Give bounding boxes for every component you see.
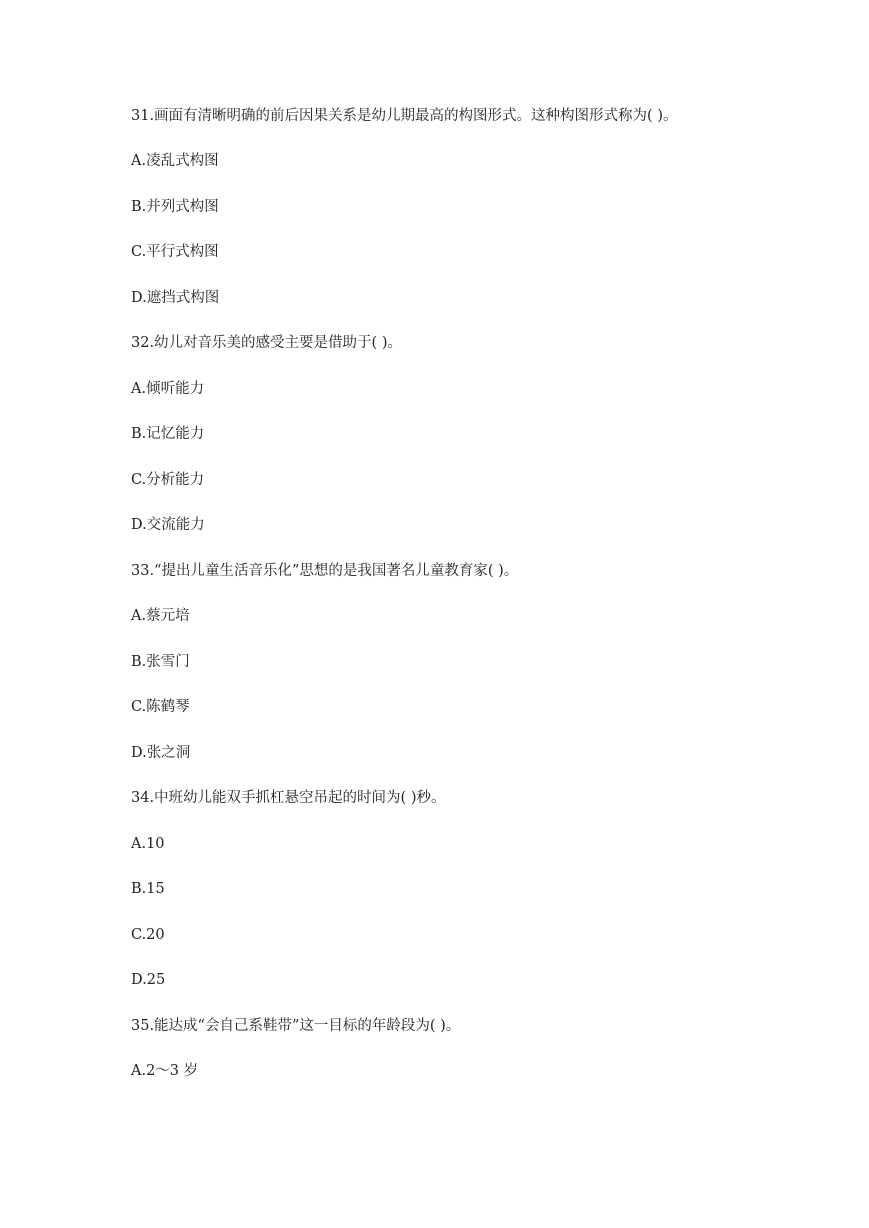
question-34-stem: 34.中班幼儿能双手抓杠悬空吊起的时间为( )秒。 <box>131 790 446 806</box>
question-31-stem: 31.画面有清晰明确的前后因果关系是幼儿期最高的构图形式。这种构图形式称为( )。 <box>131 108 678 124</box>
question-32-option-c: C.分析能力 <box>131 472 205 488</box>
question-34-option-a: A.10 <box>131 836 165 852</box>
question-33-option-c: C.陈鹤琴 <box>131 699 190 715</box>
question-33-option-a: A.蔡元培 <box>131 608 190 624</box>
question-35-option-a: A.2～3 岁 <box>131 1063 199 1079</box>
question-31-option-a: A.凌乱式构图 <box>131 153 219 169</box>
question-34-option-d: D.25 <box>131 972 166 988</box>
question-32-option-d: D.交流能力 <box>131 517 205 533</box>
question-32-option-b: B.记忆能力 <box>131 426 205 442</box>
question-34-option-b: B.15 <box>131 881 165 897</box>
question-33-stem: 33.“提出儿童生活音乐化”思想的是我国著名儿童教育家( )。 <box>131 563 519 579</box>
question-31-option-d: D.遮挡式构图 <box>131 290 220 306</box>
question-35-stem: 35.能达成“会自己系鞋带”这一目标的年龄段为( )。 <box>131 1018 461 1034</box>
question-31-option-b: B.并列式构图 <box>131 199 219 215</box>
question-32-stem: 32.幼儿对音乐美的感受主要是借助于( )。 <box>131 335 402 351</box>
question-33-option-b: B.张雪门 <box>131 654 190 670</box>
question-32-option-a: A.倾听能力 <box>131 381 205 397</box>
question-34-option-c: C.20 <box>131 927 165 943</box>
question-33-option-d: D.张之洞 <box>131 745 191 761</box>
question-31-option-c: C.平行式构图 <box>131 244 219 260</box>
